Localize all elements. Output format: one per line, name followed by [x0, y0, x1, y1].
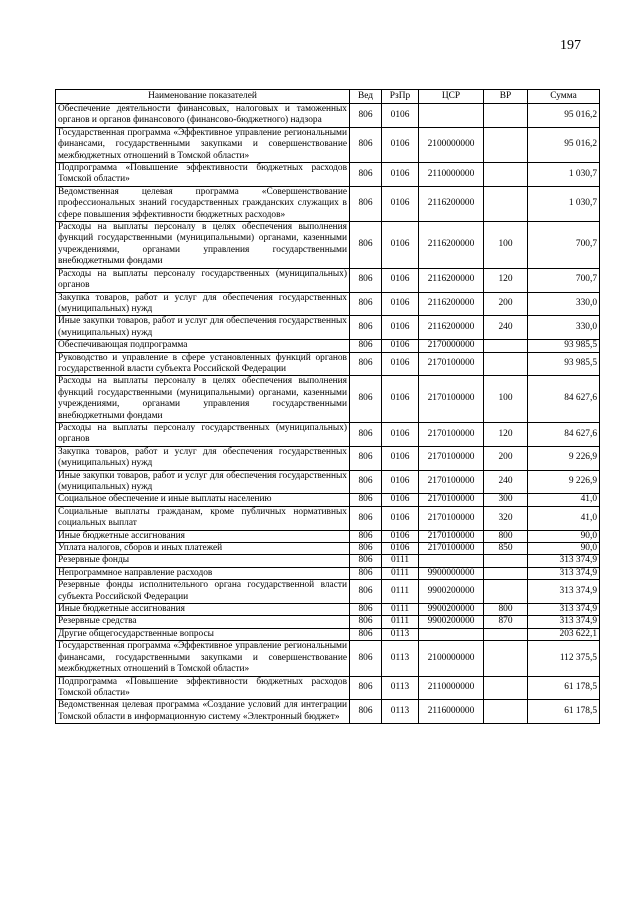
cell-csr: 2170100000 [419, 446, 484, 470]
cell-name: Руководство и управление в сфере установленных функций органов государственной власти субъекта Российской Федерации [56, 352, 350, 376]
cell-rzpr: 0113 [382, 628, 419, 640]
cell-name: Государственная программа «Эффективное управление региональными финансами, государственными закупками и совершенствование межбюджетных отношений в Томской области» [56, 641, 350, 676]
cell-rzpr: 0111 [382, 604, 419, 616]
cell-sum: 313 374,9 [528, 580, 600, 604]
cell-sum: 1 030,7 [528, 186, 600, 221]
table-row [56, 555, 600, 567]
table-row [56, 163, 600, 187]
table-row [56, 543, 600, 555]
cell-csr: 2110000000 [419, 163, 484, 187]
cell-csr [419, 104, 484, 128]
cell-ved: 806 [350, 580, 382, 604]
cell-csr: 2170000000 [419, 340, 484, 352]
cell-csr: 9900200000 [419, 580, 484, 604]
cell-vr: 200 [484, 292, 528, 316]
cell-name: Расходы на выплаты персоналу государственных (муниципальных) органов [56, 268, 350, 292]
cell-vr: 100 [484, 376, 528, 423]
cell-ved: 806 [350, 494, 382, 506]
cell-vr [484, 104, 528, 128]
cell-sum: 95 016,2 [528, 127, 600, 162]
cell-vr [484, 127, 528, 162]
cell-vr: 100 [484, 222, 528, 269]
table-row [56, 446, 600, 470]
cell-vr [484, 340, 528, 352]
table-row [56, 616, 600, 628]
cell-ved: 806 [350, 628, 382, 640]
cell-ved: 806 [350, 376, 382, 423]
budget-table [55, 89, 600, 724]
cell-rzpr: 0106 [382, 422, 419, 446]
cell-vr: 240 [484, 470, 528, 494]
cell-ved: 806 [350, 555, 382, 567]
cell-vr: 120 [484, 422, 528, 446]
cell-rzpr: 0106 [382, 127, 419, 162]
table-row [56, 700, 600, 724]
cell-name: Обеспечение деятельности финансовых, налоговых и таможенных органов и органов финансового (финансово-бюджетного) надзора [56, 104, 350, 128]
table-row [56, 506, 600, 530]
cell-csr: 2116200000 [419, 316, 484, 340]
cell-name: Резервные фонды [56, 555, 350, 567]
table-row [56, 604, 600, 616]
cell-sum: 41,0 [528, 506, 600, 530]
cell-csr: 2116200000 [419, 186, 484, 221]
table-row [56, 127, 600, 162]
cell-rzpr: 0106 [382, 292, 419, 316]
cell-name: Закупка товаров, работ и услуг для обеспечения государственных (муниципальных) нужд [56, 292, 350, 316]
header-ved: Вед [350, 90, 382, 104]
cell-sum: 9 226,9 [528, 446, 600, 470]
cell-vr [484, 352, 528, 376]
cell-rzpr: 0106 [382, 506, 419, 530]
table-row [56, 316, 600, 340]
cell-ved: 806 [350, 676, 382, 700]
cell-ved: 806 [350, 340, 382, 352]
cell-rzpr: 0111 [382, 567, 419, 579]
table-row [56, 104, 600, 128]
cell-rzpr: 0113 [382, 676, 419, 700]
cell-sum: 95 016,2 [528, 104, 600, 128]
table-row [56, 628, 600, 640]
cell-name: Обеспечивающая подпрограмма [56, 340, 350, 352]
cell-rzpr: 0111 [382, 616, 419, 628]
header-name: Наименование показателей [56, 90, 350, 104]
cell-name: Ведомственная целевая программа «Создание условий для интеграции Томской области в информационную систему «Электронный бюджет» [56, 700, 350, 724]
cell-rzpr: 0113 [382, 641, 419, 676]
cell-name: Иные бюджетные ассигнования [56, 530, 350, 542]
cell-rzpr: 0106 [382, 186, 419, 221]
cell-csr: 2170100000 [419, 506, 484, 530]
cell-name: Резервные средства [56, 616, 350, 628]
cell-name: Государственная программа «Эффективное управление региональными финансами, государственными закупками и совершенствование межбюджетных отношений в Томской области» [56, 127, 350, 162]
cell-ved: 806 [350, 163, 382, 187]
cell-sum: 700,7 [528, 222, 600, 269]
cell-name: Закупка товаров, работ и услуг для обеспечения государственных (муниципальных) нужд [56, 446, 350, 470]
table-row [56, 340, 600, 352]
cell-vr [484, 186, 528, 221]
cell-name: Расходы на выплаты персоналу в целях обеспечения выполнения функций государственными (муниципальными) органами, казенными учреждениями, органами управления государственными внебюджетными фондами [56, 222, 350, 269]
cell-name: Ведомственная целевая программа «Совершенствование профессиональных знаний государственных гражданских служащих в сфере повышения эффективности бюджетных расходов» [56, 186, 350, 221]
cell-rzpr: 0106 [382, 470, 419, 494]
cell-rzpr: 0106 [382, 316, 419, 340]
cell-vr: 200 [484, 446, 528, 470]
cell-sum: 41,0 [528, 494, 600, 506]
cell-name: Расходы на выплаты персоналу в целях обеспечения выполнения функций государственными (муниципальными) органами, казенными учреждениями, органами управления государственными внебюджетными фондами [56, 376, 350, 423]
cell-ved: 806 [350, 268, 382, 292]
cell-ved: 806 [350, 186, 382, 221]
cell-csr: 2116200000 [419, 292, 484, 316]
cell-ved: 806 [350, 530, 382, 542]
cell-sum: 84 627,6 [528, 376, 600, 423]
cell-sum: 61 178,5 [528, 700, 600, 724]
cell-rzpr: 0113 [382, 700, 419, 724]
cell-ved: 806 [350, 352, 382, 376]
cell-name: Иные закупки товаров, работ и услуг для обеспечения государственных (муниципальных) нужд [56, 316, 350, 340]
cell-name: Другие общегосударственные вопросы [56, 628, 350, 640]
cell-ved: 806 [350, 616, 382, 628]
table-body [56, 104, 600, 724]
cell-csr: 2170100000 [419, 530, 484, 542]
cell-csr: 9900000000 [419, 567, 484, 579]
cell-name: Подпрограмма «Повышение эффективности бюджетных расходов Томской области» [56, 676, 350, 700]
header-vr: ВР [484, 90, 528, 104]
cell-rzpr: 0111 [382, 555, 419, 567]
cell-csr: 2100000000 [419, 127, 484, 162]
cell-vr: 850 [484, 543, 528, 555]
cell-csr: 2170100000 [419, 494, 484, 506]
cell-vr: 320 [484, 506, 528, 530]
cell-vr: 800 [484, 530, 528, 542]
header-sum: Сумма [528, 90, 600, 104]
cell-vr [484, 700, 528, 724]
cell-name: Непрограммное направление расходов [56, 567, 350, 579]
cell-name: Резервные фонды исполнительного органа государственной власти субъекта Российской Федерации [56, 580, 350, 604]
cell-rzpr: 0106 [382, 163, 419, 187]
table-row [56, 376, 600, 423]
cell-rzpr: 0106 [382, 352, 419, 376]
cell-sum: 90,0 [528, 543, 600, 555]
cell-ved: 806 [350, 506, 382, 530]
cell-ved: 806 [350, 604, 382, 616]
cell-csr: 2170100000 [419, 376, 484, 423]
table-row [56, 641, 600, 676]
cell-name: Иные закупки товаров, работ и услуг для обеспечения государственных (муниципальных) нужд [56, 470, 350, 494]
cell-csr [419, 555, 484, 567]
table-row [56, 567, 600, 579]
cell-rzpr: 0106 [382, 340, 419, 352]
cell-name: Социальные выплаты гражданам, кроме публичных нормативных социальных выплат [56, 506, 350, 530]
cell-ved: 806 [350, 127, 382, 162]
cell-vr [484, 163, 528, 187]
header-csr: ЦСР [419, 90, 484, 104]
cell-sum: 313 374,9 [528, 555, 600, 567]
cell-name: Подпрограмма «Повышение эффективности бюджетных расходов Томской области» [56, 163, 350, 187]
cell-sum: 93 985,5 [528, 340, 600, 352]
cell-csr: 2170100000 [419, 543, 484, 555]
cell-ved: 806 [350, 222, 382, 269]
cell-sum: 313 374,9 [528, 616, 600, 628]
cell-vr: 120 [484, 268, 528, 292]
cell-sum: 93 985,5 [528, 352, 600, 376]
cell-ved: 806 [350, 470, 382, 494]
cell-name: Иные бюджетные ассигнования [56, 604, 350, 616]
table-row [56, 292, 600, 316]
cell-rzpr: 0106 [382, 494, 419, 506]
cell-vr [484, 555, 528, 567]
cell-csr: 2100000000 [419, 641, 484, 676]
cell-rzpr: 0106 [382, 543, 419, 555]
cell-csr: 2116000000 [419, 700, 484, 724]
cell-rzpr: 0106 [382, 104, 419, 128]
cell-vr [484, 641, 528, 676]
table-row [56, 268, 600, 292]
cell-rzpr: 0106 [382, 446, 419, 470]
cell-csr: 2170100000 [419, 470, 484, 494]
cell-csr [419, 628, 484, 640]
cell-csr: 9900200000 [419, 604, 484, 616]
cell-sum: 330,0 [528, 292, 600, 316]
table-row [56, 422, 600, 446]
cell-ved: 806 [350, 316, 382, 340]
cell-sum: 330,0 [528, 316, 600, 340]
cell-csr: 2170100000 [419, 352, 484, 376]
cell-csr: 9900200000 [419, 616, 484, 628]
cell-sum: 700,7 [528, 268, 600, 292]
cell-vr [484, 676, 528, 700]
cell-vr [484, 580, 528, 604]
cell-ved: 806 [350, 422, 382, 446]
table-row [56, 580, 600, 604]
cell-csr: 2170100000 [419, 422, 484, 446]
page-number: 197 [560, 38, 581, 53]
cell-rzpr: 0106 [382, 222, 419, 269]
cell-name: Социальное обеспечение и иные выплаты населению [56, 494, 350, 506]
cell-ved: 806 [350, 641, 382, 676]
table-row [56, 186, 600, 221]
cell-ved: 806 [350, 292, 382, 316]
table-row [56, 494, 600, 506]
cell-rzpr: 0106 [382, 268, 419, 292]
cell-ved: 806 [350, 446, 382, 470]
cell-rzpr: 0106 [382, 376, 419, 423]
cell-sum: 9 226,9 [528, 470, 600, 494]
header-rzpr: РзПр [382, 90, 419, 104]
cell-ved: 806 [350, 700, 382, 724]
cell-sum: 203 622,1 [528, 628, 600, 640]
cell-vr: 870 [484, 616, 528, 628]
cell-sum: 313 374,9 [528, 567, 600, 579]
cell-name: Расходы на выплаты персоналу государственных (муниципальных) органов [56, 422, 350, 446]
cell-vr: 240 [484, 316, 528, 340]
cell-sum: 61 178,5 [528, 676, 600, 700]
cell-ved: 806 [350, 567, 382, 579]
cell-rzpr: 0111 [382, 580, 419, 604]
table-row [56, 352, 600, 376]
table-header-row [56, 90, 600, 104]
cell-vr: 300 [484, 494, 528, 506]
table-row [56, 676, 600, 700]
cell-vr [484, 567, 528, 579]
cell-csr: 2110000000 [419, 676, 484, 700]
cell-csr: 2116200000 [419, 268, 484, 292]
cell-ved: 806 [350, 104, 382, 128]
cell-sum: 90,0 [528, 530, 600, 542]
cell-ved: 806 [350, 543, 382, 555]
cell-sum: 1 030,7 [528, 163, 600, 187]
cell-vr [484, 628, 528, 640]
table-row [56, 222, 600, 269]
cell-sum: 313 374,9 [528, 604, 600, 616]
table-row [56, 530, 600, 542]
table-row [56, 470, 600, 494]
cell-sum: 84 627,6 [528, 422, 600, 446]
cell-vr: 800 [484, 604, 528, 616]
cell-csr: 2116200000 [419, 222, 484, 269]
cell-sum: 112 375,5 [528, 641, 600, 676]
cell-name: Уплата налогов, сборов и иных платежей [56, 543, 350, 555]
cell-rzpr: 0106 [382, 530, 419, 542]
